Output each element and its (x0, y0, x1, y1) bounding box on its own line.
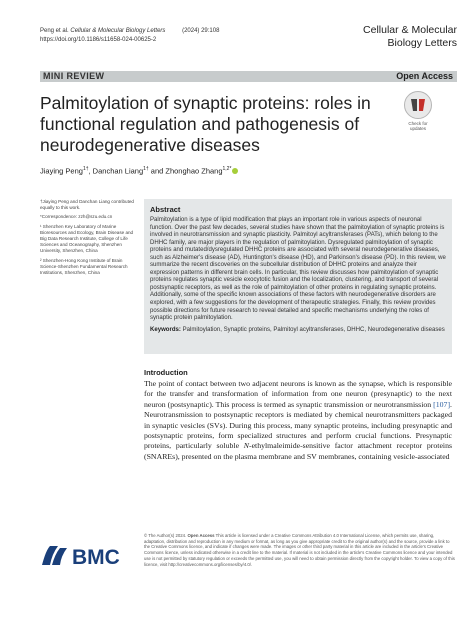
author-1: Jiaying Peng (40, 166, 83, 176)
license-open-access: Open Access (187, 533, 215, 538)
check-for-updates-label (398, 121, 438, 131)
check-for-updates-text-2: updates (409, 126, 426, 131)
intro-italic: N (243, 441, 249, 451)
citation-journal: Cellular & Molecular Biology Letters (70, 28, 166, 34)
intro-part-3: -ethylmaleimide-sensitive factor attachment receptor proteins (SNAREs), presented on the plasma membrane and SV membranes, containing vesicle-associated (144, 441, 453, 461)
author-1-affil: 1† (82, 166, 89, 172)
keywords (150, 327, 446, 335)
citation-authors: Peng et al. (40, 28, 71, 34)
article-type-label: MINI REVIEW (43, 71, 105, 81)
abstract-text: Palmitoylation is a type of lipid modification that plays an important role in various aspects of neuronal function. Over the past few decades, several studies have shown that the palmitoylation of synaptic proteins is involved in neurotransmission and synaptic plasticity. Palmitoyl acyltransferases (PATs), which belong to the DHHC family, are major players in the regulation of palmitoylation. Dysregulated palmitoylation of synaptic proteins and mutated/dysregulated DHHC proteins are associated with several neurodegenerative diseases, such as Alzheimer's disease (AD), Huntington's disease (HD), and Parkinson's disease (PD). In this review, we summarize the recent discoveries on the subcellular distribution of DHHC proteins and analyze their expression patterns in different brain cells. In particular, this review discusses how palmitoylation of synaptic proteins regulates synaptic vesicle exocytotic fusion and the localization, clustering, and transport of several postsynaptic receptors, as well as the role of palmitoylation of other proteins in regulating synaptic proteins. Additionally, some of the specific known associations of these factors with neurodegenerative disorders are explored, with a few suggestions for the development of therapeutic strategies. Finally, this review provides possible directions for future research to reveal detailed and specific mechanisms underlying the roles of synaptic protein palmitoylation. (150, 217, 446, 322)
affiliation-2: ² Shenzhen-Hong Kong Institute of Brain Science-Shenzhen Fundamental Research Institutions, Shenzhen, China (40, 257, 128, 276)
intro-part-1: The point of contact between two adjacent neurons is known as the synapse, which is responsible for the transfer and transformation of information from one neuron (presynaptic) to the next neuron (postsynaptic). This process is termed as synaptic transmission or neurotransmission (144, 379, 452, 409)
intro-part-2: . Neurotransmission to postsynaptic receptors is mediated by chemical neurotransmitters packaged in synaptic vesicles (SVs). During this process, many synaptic proteins, including presynaptic and postsynaptic proteins, form specialized structures and perform crucial functions. Presynaptic proteins, particularly soluble (144, 399, 452, 451)
author-3-affil: 1,2* (222, 166, 232, 172)
introduction-text (144, 379, 452, 462)
keywords-label: Keywords: (150, 326, 181, 333)
bmc-logo (40, 540, 130, 570)
orcid-icon[interactable] (232, 168, 238, 174)
journal-name (363, 24, 457, 50)
abstract-heading: Abstract (150, 205, 181, 214)
reference-link[interactable]: [107] (433, 399, 451, 409)
article-type-banner (40, 71, 457, 82)
license-footer (144, 533, 456, 567)
author-2-affil: 1† (143, 166, 149, 172)
journal-name-line2: Biology Letters (387, 37, 457, 49)
journal-name-line1: Cellular & Molecular (363, 24, 457, 36)
affiliation-1: ¹ Shenzhen Key Laboratory of Marine Bioresources and Ecology, Brain Disease and Big Data Research Institute, College of Life Sciences and Oceanography, Shenzhen University, Shenzhen, China (40, 223, 134, 254)
check-for-updates-text-1: Check for (408, 121, 428, 126)
bmc-logo-text: BMC (72, 546, 120, 569)
license-lead: © The Author(s) 2024. (144, 533, 188, 538)
author-2: , Danchan Liang (88, 166, 144, 176)
open-access-label: Open Access (396, 71, 453, 81)
author-3: and Zhonghao Zhang (148, 166, 223, 176)
abstract-box (144, 199, 452, 354)
author-notes (40, 199, 138, 279)
keywords-list: Palmitoylation, Synaptic proteins, Palmitoyl acyltransferases, DHHC, Neurodegenerative diseases (180, 326, 445, 333)
introduction-heading: Introduction (144, 368, 188, 377)
citation-year: (2024) 29:108 (165, 28, 220, 34)
doi-link[interactable]: https://doi.org/10.1186/s11658-024-00625-2 (40, 37, 157, 43)
article-title: Palmitoylation of synaptic proteins: roles in functional regulation and pathogenesis of neurodegenerative diseases (40, 93, 371, 155)
correspondence-note: *Correspondence: zzh@szu.edu.cn (40, 214, 113, 220)
author-list (40, 166, 238, 176)
citation-header (40, 27, 219, 45)
equal-contribution-note: †Jiaying Peng and Danchan Liang contributed equally to this work. (40, 199, 134, 211)
license-text: This article is licensed under a Creative Commons Attribution 4.0 International License, which permits use, sharing, adaptation, distribution and reproduction in any medium or format, as long as you give appropriate credit to the original author(s) and the source, provide a link to the Creative Commons licence, and indicate if changes were made. The images or other third party material in this article are included in the article's Creative Commons licence, unless indicated otherwise in a credit line to the material. If material is not included in the article's Creative Commons licence and your intended use is not permitted by statutory regulation or exceeds the permitted use, you will need to obtain permission directly from the copyright holder. To view a copy of this licence, visit http://creativecommons.org/licenses/by/4.0/. (144, 533, 455, 567)
check-for-updates-icon[interactable] (403, 90, 433, 120)
